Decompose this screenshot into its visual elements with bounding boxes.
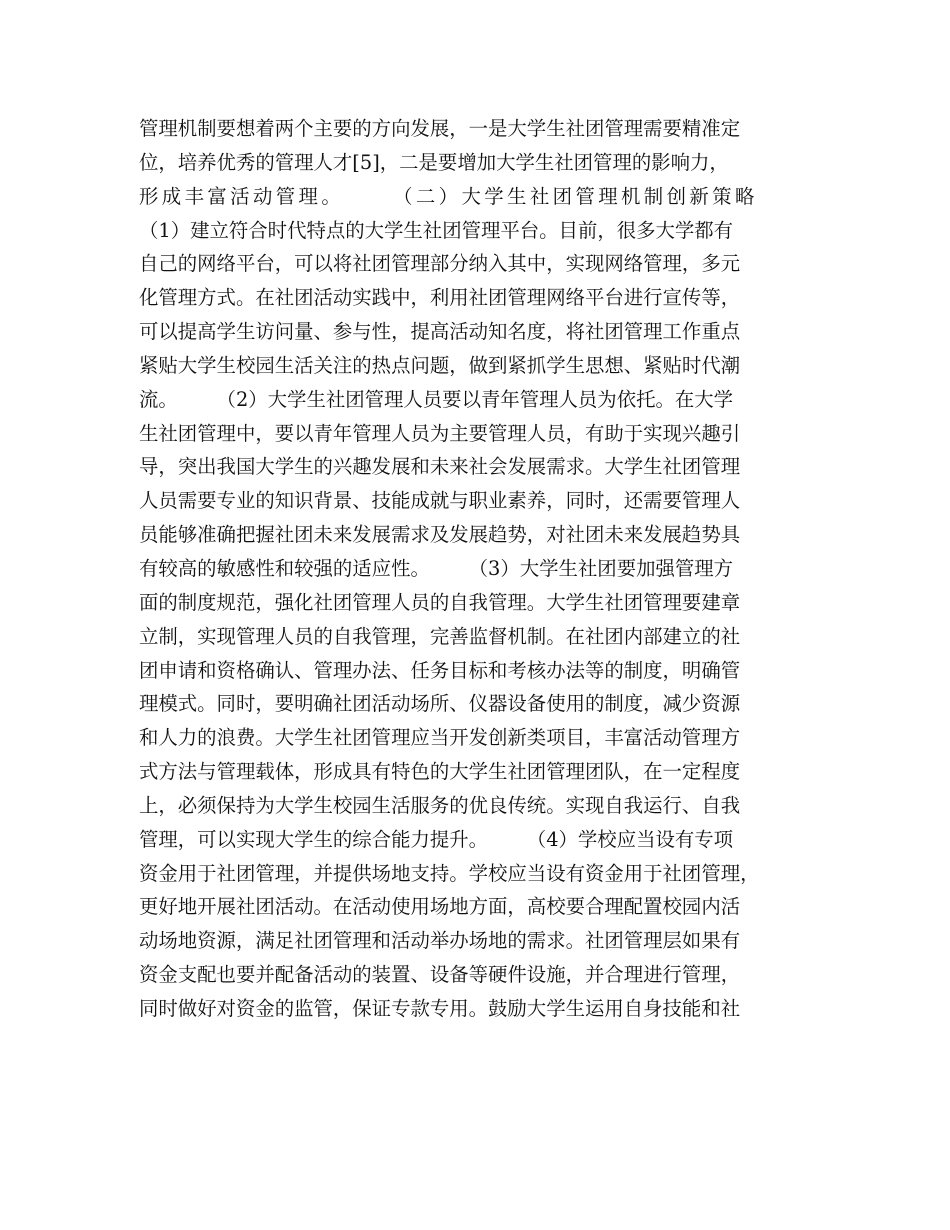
text-line: 管理，可以实现大学生的综合能力提升。 （4）学校应当设有专项 [139,827,734,851]
text-line: 上，必须保持为大学生校园生活服务的优良传统。实现自我运行、自我 [139,793,741,817]
text-line: 自己的网络平台，可以将社团管理部分纳入其中，实现网络管理，多元 [139,252,741,276]
text-line: 式方法与管理载体，形成具有特色的大学生社团管理团队，在一定程度 [139,760,741,784]
text-line: 化管理方式。在社团活动实践中，利用社团管理网络平台进行宣传等， [139,286,741,310]
text-line: 紧贴大学生校园生活关注的热点问题，做到紧抓学生思想、紧贴时代潮 [139,353,741,377]
text-line: 管理机制要想着两个主要的方向发展，一是大学生社团管理需要精准定 [139,117,741,140]
text-line: 理模式。同时，要明确社团活动场所、仪器设备使用的制度，减少资源 [139,692,741,716]
text-line: 和人力的浪费。大学生社团管理应当开发创新类项目，丰富活动管理方 [139,726,741,750]
text-line: 人员需要专业的知识背景、技能成就与职业素养，同时，还需要管理人 [139,489,741,513]
text-line: 资金支配也要并配备活动的装置、设备等硬件设施，并合理进行管理， [139,963,741,987]
text-line: 员能够准确把握社团未来发展需求及发展趋势，对社团未来发展趋势具 [139,523,741,547]
text-line: 面的制度规范，强化社团管理人员的自我管理。大学生社团管理要建章 [139,590,741,614]
text-line: 生社团管理中，要以青年管理人员为主要管理人员，有助于实现兴趣引 [139,421,741,445]
text-line: 可以提高学生访问量、参与性，提高活动知名度，将社团管理工作重点 [139,320,741,344]
text-line: 流。 （2）大学生社团管理人员要以青年管理人员为依托。在大学 [139,387,734,411]
text-line: 同时做好对资金的监管，保证专款专用。鼓励大学生运用自身技能和社 [139,996,741,1020]
text-line: 形成丰富活动管理。 （二）大学生社团管理机制创新策略 [139,184,758,208]
body-text [139,112,829,1026]
text-line: 团申请和资格确认、管理办法、任务目标和考核办法等的制度，明确管 [139,658,741,682]
text-line: 更好地开展社团活动。在活动使用场地方面，高校要合理配置校园内活 [139,895,741,919]
text-line: 导，突出我国大学生的兴趣发展和未来社会发展需求。大学生社团管理 [139,455,741,479]
text-line: 资金用于社团管理，并提供场地支持。学校应当设有资金用于社团管理， [139,861,760,885]
text-line: （1）建立符合时代特点的大学生社团管理平台。目前，很多大学都有 [139,218,734,242]
text-line: 动场地资源，满足社团管理和活动举办场地的需求。社团管理层如果有 [139,929,741,953]
text-line: 立制，实现管理人员的自我管理，完善监督机制。在社团内部建立的社 [139,624,741,648]
text-line: 位，培养优秀的管理人才[5]，二是要增加大学生社团管理的影响力， [139,150,729,174]
text-line: 有较高的敏感性和较强的适应性。 （3）大学生社团要加强管理方 [139,556,734,580]
